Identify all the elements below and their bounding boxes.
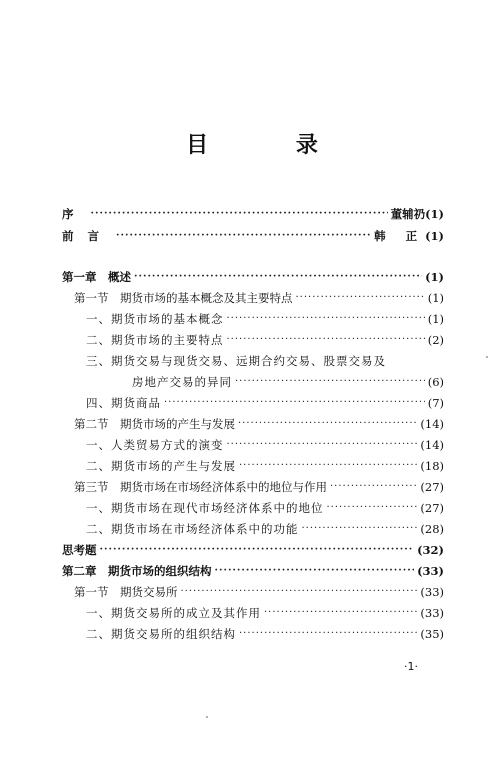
toc-label: 二、期货市场的产生与发展: [86, 459, 236, 473]
dot-leader: [235, 375, 425, 389]
toc-label: 思考题: [62, 543, 97, 557]
toc-label: 第一节 期货交易所: [74, 585, 178, 599]
toc-page: (32): [417, 543, 444, 557]
toc-label: 房地产交易的异同: [132, 375, 232, 389]
dot-leader: [239, 627, 417, 641]
dot-leader: [100, 543, 415, 557]
toc-label: 第二章 期货市场的组织结构: [62, 564, 212, 578]
toc-entry-chapter[interactable]: [62, 562, 444, 580]
toc-page: (18): [420, 459, 444, 473]
toc-entry-subsection[interactable]: [62, 436, 444, 454]
toc-entry-subsection[interactable]: [62, 331, 444, 349]
toc-page: (1): [425, 270, 444, 284]
toc-author: 韩 正: [374, 229, 426, 243]
toc-label: 第一节 期货市场的基本概念及其主要特点: [74, 291, 293, 305]
toc-label: 二、期货市场在市场经济体系中的功能: [86, 522, 299, 536]
dot-leader: [296, 291, 425, 305]
toc-page: (1): [427, 291, 444, 305]
toc-page: (33): [420, 606, 444, 620]
dot-leader: [227, 438, 418, 452]
scan-speck: [206, 716, 208, 718]
toc-label: 二、期货市场的主要特点: [86, 333, 224, 347]
dot-leader: [227, 312, 425, 326]
dot-leader: [264, 606, 417, 620]
dot-leader: [91, 207, 388, 221]
dot-leader: [238, 417, 417, 431]
toc-entry-subsection[interactable]: [62, 394, 444, 412]
dot-leader: [116, 229, 371, 243]
toc-entry-chapter[interactable]: [62, 268, 444, 286]
toc-page: (2): [427, 333, 444, 347]
toc-label: 一、期货市场的基本概念: [86, 312, 224, 326]
dot-leader: [330, 480, 417, 494]
toc-author: 董辅礽: [390, 207, 426, 221]
toc-entry-subsection[interactable]: [62, 625, 444, 643]
toc-page: (33): [417, 564, 444, 578]
toc-label: 第二节 期货市场的产生与发展: [74, 417, 235, 431]
page-number: ·1·: [404, 660, 418, 673]
toc-page: (1): [425, 207, 444, 221]
toc-page: (14): [420, 438, 444, 452]
dot-leader: [181, 585, 418, 599]
toc-page: (27): [420, 501, 444, 515]
toc-page: (35): [420, 627, 444, 641]
dot-leader: [215, 564, 415, 578]
toc-entry-section[interactable]: [62, 289, 444, 307]
toc-page: (28): [420, 522, 444, 536]
toc-page: (1): [427, 312, 444, 326]
dot-leader: [164, 396, 425, 410]
toc-page: (6): [427, 375, 444, 389]
toc-label: 前言: [62, 229, 113, 243]
toc-page: (33): [420, 585, 444, 599]
toc-entry-subsection[interactable]: [62, 310, 444, 328]
toc-entry-section[interactable]: [62, 415, 444, 433]
toc-entry-subsection[interactable]: [62, 604, 444, 622]
dot-leader: [227, 333, 425, 347]
toc-entry-subsection[interactable]: [62, 352, 444, 370]
toc-label: 一、期货市场在现代市场经济体系中的地位: [86, 501, 324, 515]
toc-entry-subsection[interactable]: [62, 499, 444, 517]
toc-entry-section[interactable]: [62, 478, 444, 496]
toc-label: 三、期货交易与现货交易、远期合约交易、股票交易及: [86, 354, 386, 368]
dot-leader: [239, 459, 417, 473]
toc-entry-section[interactable]: [62, 583, 444, 601]
toc-page: (1): [425, 229, 444, 243]
dot-leader: [134, 270, 422, 284]
toc-entry-subsection[interactable]: [62, 457, 444, 475]
toc-label: 一、期货交易所的成立及其作用: [86, 606, 261, 620]
toc-entry-subsection[interactable]: [62, 520, 444, 538]
toc-label: 第三节 期货市场在市场经济体系中的地位与作用: [74, 480, 327, 494]
toc-page: (14): [420, 417, 444, 431]
toc-label: 一、人类贸易方式的演变: [86, 438, 224, 452]
toc-entry-preface[interactable]: [62, 205, 444, 223]
dot-leader: [327, 501, 418, 515]
toc-entry-continuation[interactable]: [62, 373, 444, 391]
toc-entry-foreword[interactable]: [62, 227, 444, 245]
dot-leader: [302, 522, 418, 536]
toc-label: 序: [62, 207, 88, 221]
page-title: 目 录: [186, 132, 358, 158]
toc-label: 第一章 概述: [62, 270, 131, 284]
scan-speck: [486, 356, 488, 358]
toc-label: 二、期货交易所的组织结构: [86, 627, 236, 641]
toc-page: (27): [420, 480, 444, 494]
toc-entry-exercises[interactable]: [62, 541, 444, 559]
toc-page: (7): [427, 396, 444, 410]
toc-label: 四、期货商品: [86, 396, 161, 410]
